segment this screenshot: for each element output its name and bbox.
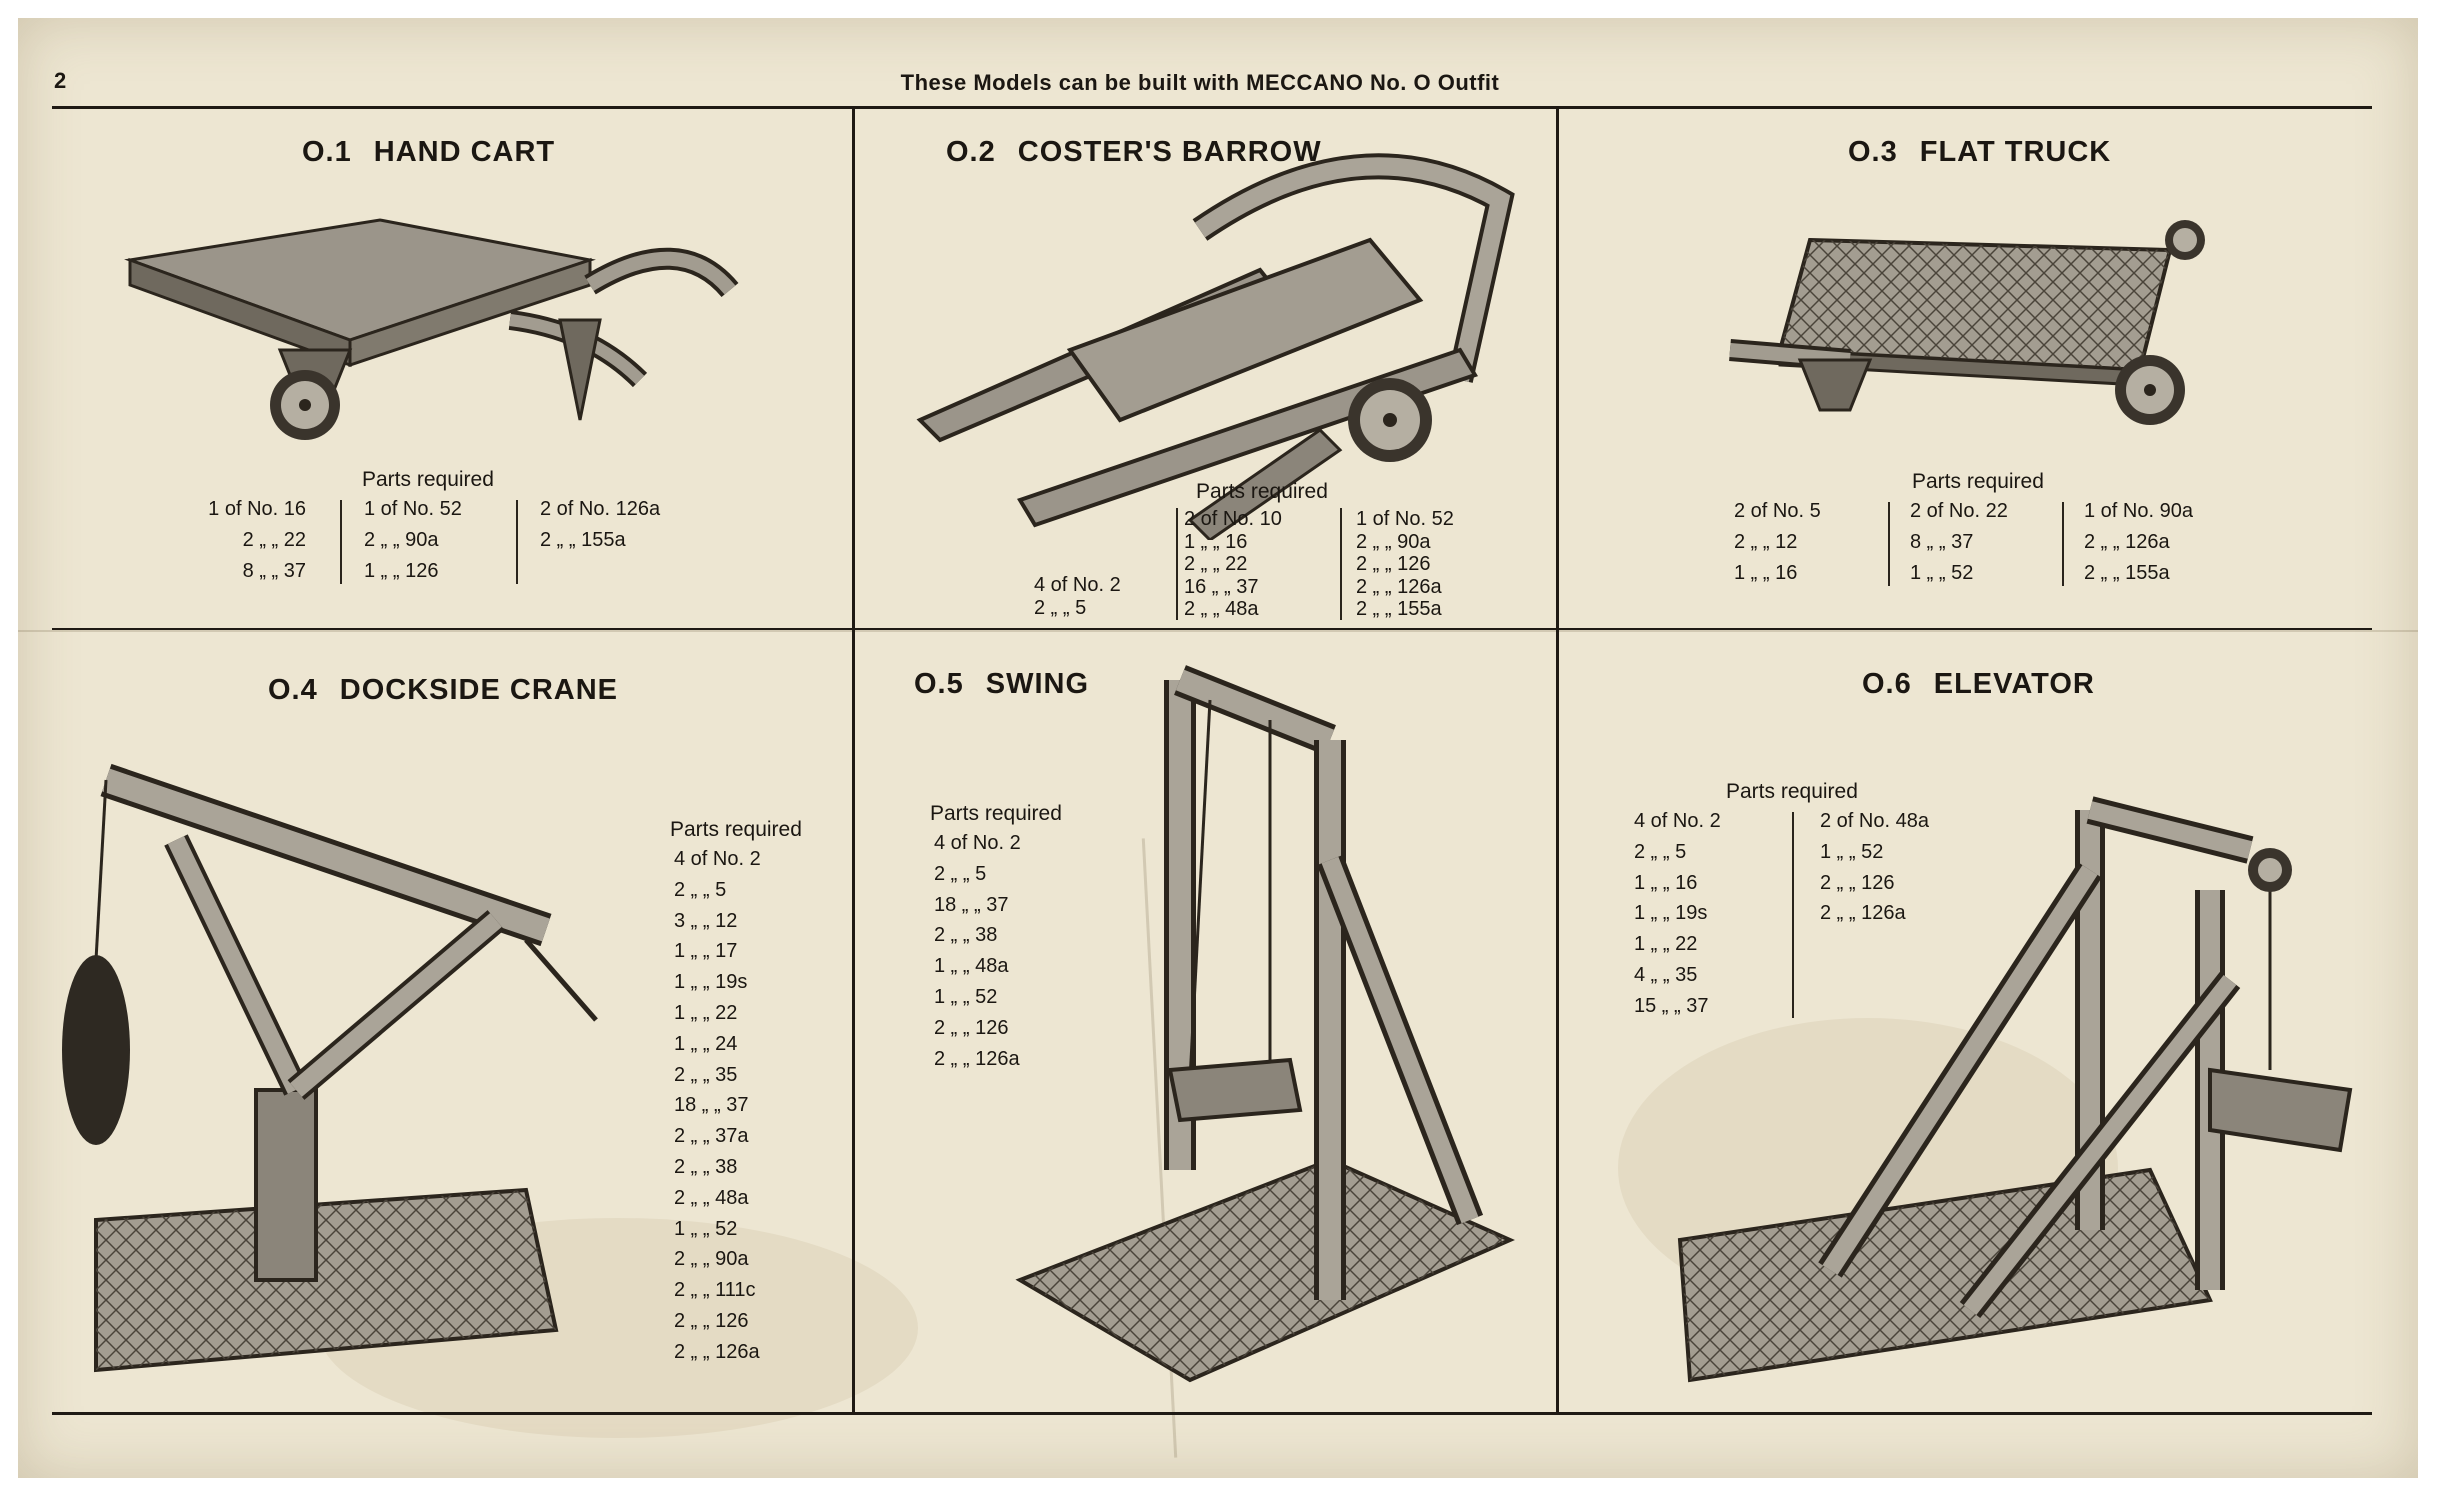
- parts-required-label: Parts required: [362, 468, 494, 491]
- parts-column: 2 of No. 126a 2 „ „ 155a: [540, 498, 661, 551]
- column-separator: [340, 500, 342, 584]
- page-header: These Models can be built with MECCANO No. O Outfit: [900, 70, 1500, 95]
- parts-column: 2 of No. 22 8 „ „ 37 1 „ „ 52: [1910, 500, 2008, 584]
- column-separator: [1340, 508, 1342, 620]
- model-title: [1848, 136, 2111, 169]
- model-name: FLAT TRUCK: [1919, 136, 2112, 168]
- model-title: [302, 136, 555, 169]
- model-number: O.3: [1848, 136, 1898, 168]
- parts-required-label: Parts required: [1196, 480, 1328, 503]
- model-number: O.5: [914, 668, 964, 700]
- parts-column: 4 of No. 2 2 „ „ 5: [1034, 574, 1121, 619]
- model-number: O.6: [1862, 668, 1912, 700]
- column-separator: [2062, 502, 2064, 586]
- parts-column: 2 of No. 10 1 „ „ 16 2 „ „ 22 16 „ „ 37 2 „ „ 48a: [1184, 508, 1282, 620]
- model-number: O.1: [302, 136, 352, 168]
- parts-required-label: Parts required: [1726, 780, 1858, 803]
- model-name: SWING: [985, 668, 1090, 700]
- model-name: ELEVATOR: [1933, 668, 2095, 700]
- column-separator: [1888, 502, 1890, 586]
- parts-column: 2 of No. 5 2 „ „ 12 1 „ „ 16: [1734, 500, 1821, 584]
- parts-column: 4 of No. 2 2 „ „ 5 1 „ „ 16 1 „ „ 19s 1 „ „ 22 4 „ „ 35 15 „ „ 37: [1634, 810, 1721, 1017]
- elevator-illustration: [1670, 790, 2370, 1390]
- parts-required-label: Parts required: [670, 818, 802, 841]
- parts-required-label: Parts required: [1912, 470, 2044, 493]
- hand-cart-illustration: [120, 190, 760, 450]
- parts-column: 1 of No. 52 2 „ „ 90a 1 „ „ 126: [364, 498, 462, 582]
- parts-column: 2 of No. 48a 1 „ „ 52 2 „ „ 126 2 „ „ 126a: [1820, 810, 1929, 925]
- model-number: O.2: [946, 136, 996, 168]
- costers-barrow-illustration: [900, 120, 1530, 540]
- parts-column: 1 of No. 16 2 „ „ 22 8 „ „ 37: [208, 498, 306, 582]
- paper-crease: [18, 630, 2418, 632]
- parts-column: 1 of No. 52 2 „ „ 90a 2 „ „ 126 2 „ „ 126a 2 „ „ 155a: [1356, 508, 1454, 620]
- model-name: COSTER'S BARROW: [1017, 136, 1322, 168]
- swing-illustration: [1010, 660, 1530, 1400]
- column-divider: [1556, 108, 1559, 1413]
- parts-column: 4 of No. 2 2 „ „ 5 3 „ „ 12 1 „ „ 17 1 „ „ 19s 1 „ „ 22 1 „ „ 24 2 „ „ 35 18 „ „ 37 2 „ „ 37a 2 „ „ 38 2 „ „ 48a 1 „ „ 52 2 „ „ 90a 2 „ „ 111c 2 „ „ 126 2 „ „ 126a: [674, 848, 761, 1363]
- parts-column: 1 of No. 90a 2 „ „ 126a 2 „ „ 155a: [2084, 500, 2193, 584]
- dockside-crane-illustration: [56, 760, 616, 1380]
- column-divider: [852, 108, 855, 1413]
- model-title: [268, 674, 618, 707]
- footer-rule: [52, 1412, 2372, 1415]
- row-divider: [52, 628, 2372, 630]
- flat-truck-illustration: [1720, 210, 2240, 430]
- model-name: HAND CART: [373, 136, 556, 168]
- model-name: DOCKSIDE CRANE: [339, 674, 618, 706]
- model-title: [1862, 668, 2095, 701]
- column-separator: [1176, 508, 1178, 620]
- header-rule: [52, 106, 2372, 109]
- column-separator: [516, 500, 518, 584]
- page-number: 2: [54, 68, 67, 93]
- model-number: O.4: [268, 674, 318, 706]
- parts-column: 4 of No. 2 2 „ „ 5 18 „ „ 37 2 „ „ 38 1 „ „ 48a 1 „ „ 52 2 „ „ 126 2 „ „ 126a: [934, 832, 1021, 1070]
- parts-required-label: Parts required: [930, 802, 1062, 825]
